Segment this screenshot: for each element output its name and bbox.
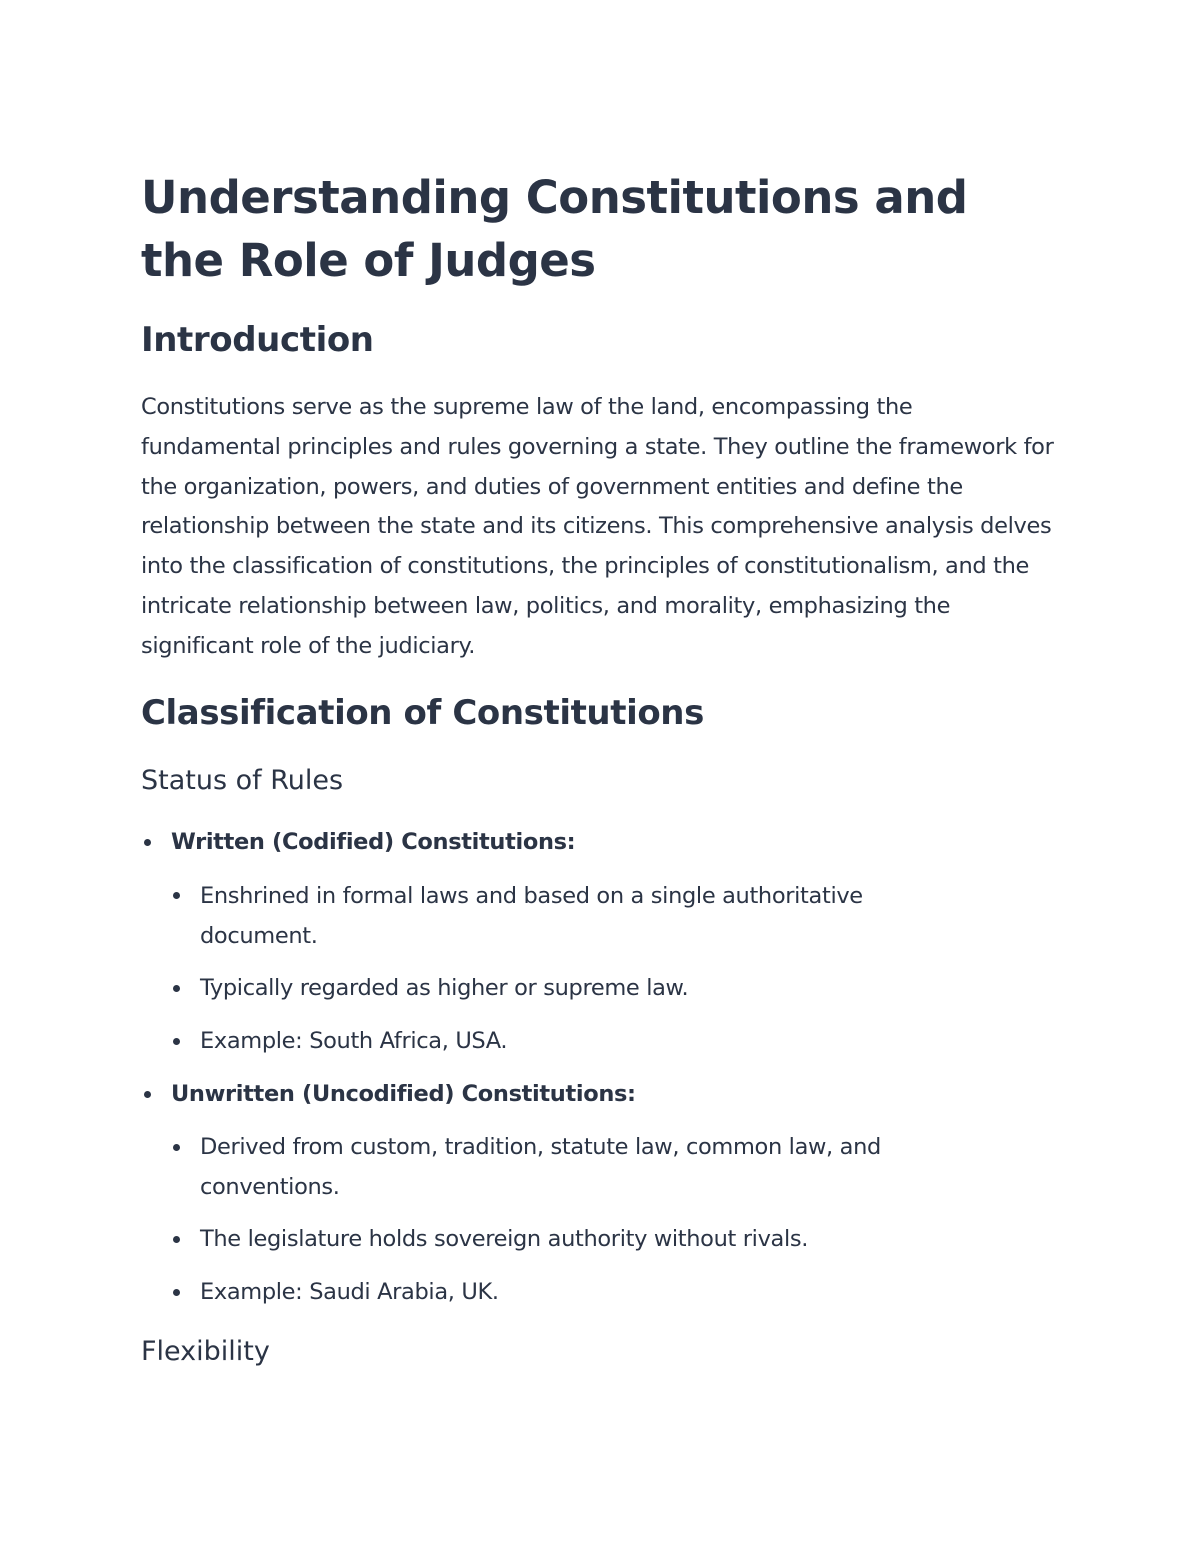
document-title: Understanding Constitutions and the Role of Judges — [141, 171, 968, 287]
bullet-icon — [173, 892, 180, 899]
list-item-written-label: Written (Codified) Constitutions: — [171, 829, 576, 855]
list-item-unwritten-point: The legislature holds sovereign authority without rivals. — [200, 1226, 809, 1252]
flexibility-heading: Flexibility — [141, 1336, 270, 1367]
introduction-paragraph: Constitutions serve as the supreme law of the land, encompassing the fundamental principles and rules governing a state. They outline the framework for the organization, powers, and duties of government entities and define the relationship between the state and its citizens. This comprehensive analysis delves into the classification of constitutions, the principles of constitutionalism, and the intricate relationship between law, politics, and morality, emphasizing the significant role of the judiciary. — [141, 394, 1054, 659]
list-item-written-point: Typically regarded as higher or supreme law. — [200, 975, 689, 1001]
bullet-icon — [173, 985, 180, 992]
list-item-written-point: Enshrined in formal laws and based on a single authoritative document. — [200, 883, 863, 949]
bullet-icon — [173, 1236, 180, 1243]
bullet-icon — [173, 1144, 180, 1151]
introduction-heading: Introduction — [141, 320, 374, 360]
bullet-icon — [144, 1091, 151, 1098]
bullet-icon — [173, 1038, 180, 1045]
bullet-icon — [173, 1289, 180, 1296]
status-of-rules-heading: Status of Rules — [141, 765, 344, 796]
bullet-icon — [144, 839, 151, 846]
list-item-written-point: Example: South Africa, USA. — [200, 1028, 508, 1054]
list-item-unwritten-label: Unwritten (Uncodified) Constitutions: — [171, 1081, 636, 1107]
list-item-unwritten-point: Derived from custom, tradition, statute law, common law, and conventions. — [200, 1134, 881, 1200]
classification-heading: Classification of Constitutions — [141, 693, 704, 733]
list-item-unwritten-point: Example: Saudi Arabia, UK. — [200, 1279, 499, 1305]
